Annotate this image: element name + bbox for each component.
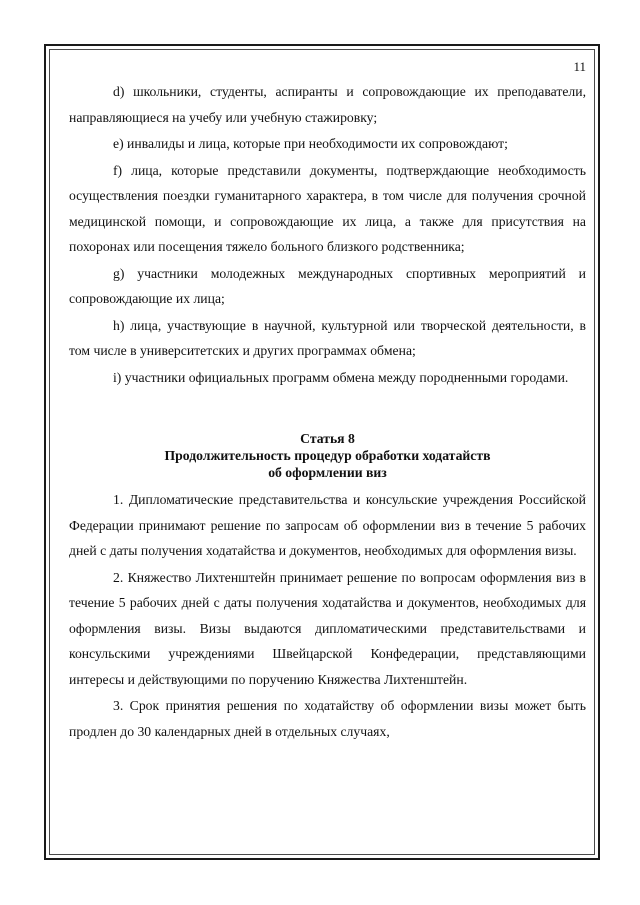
document-body: [69, 55, 586, 745]
list-item-f: f) лица, которые представили документы, подтверждающие необходимость осуществления поездки гуманитарного характера, в том числе для получения срочной медицинской помощи, и сопровождающие их лица, а также для присутствия на похоронах или посещения тяжело больного близкого родственника;: [69, 162, 586, 254]
article-title-line-1: Продолжительность процедур обработки ходатайств: [164, 448, 491, 463]
list-item-i: i) участники официальных программ обмена между породненными городами.: [113, 369, 569, 385]
list-item-g: g) участники молодежных международных спортивных мероприятий и сопровождающие их лица;: [69, 265, 586, 306]
list-item-e: e) инвалиды и лица, которые при необходимости их сопровождают;: [113, 136, 508, 151]
article-clause-1: 1. Дипломатические представительства и консульские учреждения Российской Федерации принимают решение по запросам об оформлении виз в течение 5 рабочих дней с даты получения ходатайства и документов, необходимых для оформления визы.: [69, 492, 586, 558]
article-heading: [69, 430, 586, 481]
article-title-line-2: об оформлении виз: [268, 465, 387, 480]
article-number: Статья 8: [300, 431, 355, 446]
article-clause-2: 2. Княжество Лихтенштейн принимает решение по вопросам оформления виз в течение 5 рабочих дней с даты получения ходатайства и документов, необходимых для оформления визы. Визы выдаются дипломатическими представительствами и консульскими учреждениями Швейцарской Конфедерации, представляющими интересы и действующими по поручению Княжества Лихтенштейн.: [69, 569, 586, 687]
list-item-h: h) лица, участвующие в научной, культурной или творческой деятельности, в том числе в университетских и других программах обмена;: [69, 317, 586, 358]
article-clause-3: 3. Срок принятия решения по ходатайству об оформлении визы может быть продлен до 30 календарных дней в отдельных случаях,: [69, 698, 586, 739]
list-item-d: d) школьники, студенты, аспиранты и сопровождающие их преподаватели, направляющиеся на учебу или учебную стажировку;: [69, 84, 586, 125]
page-number: 11: [573, 59, 586, 74]
